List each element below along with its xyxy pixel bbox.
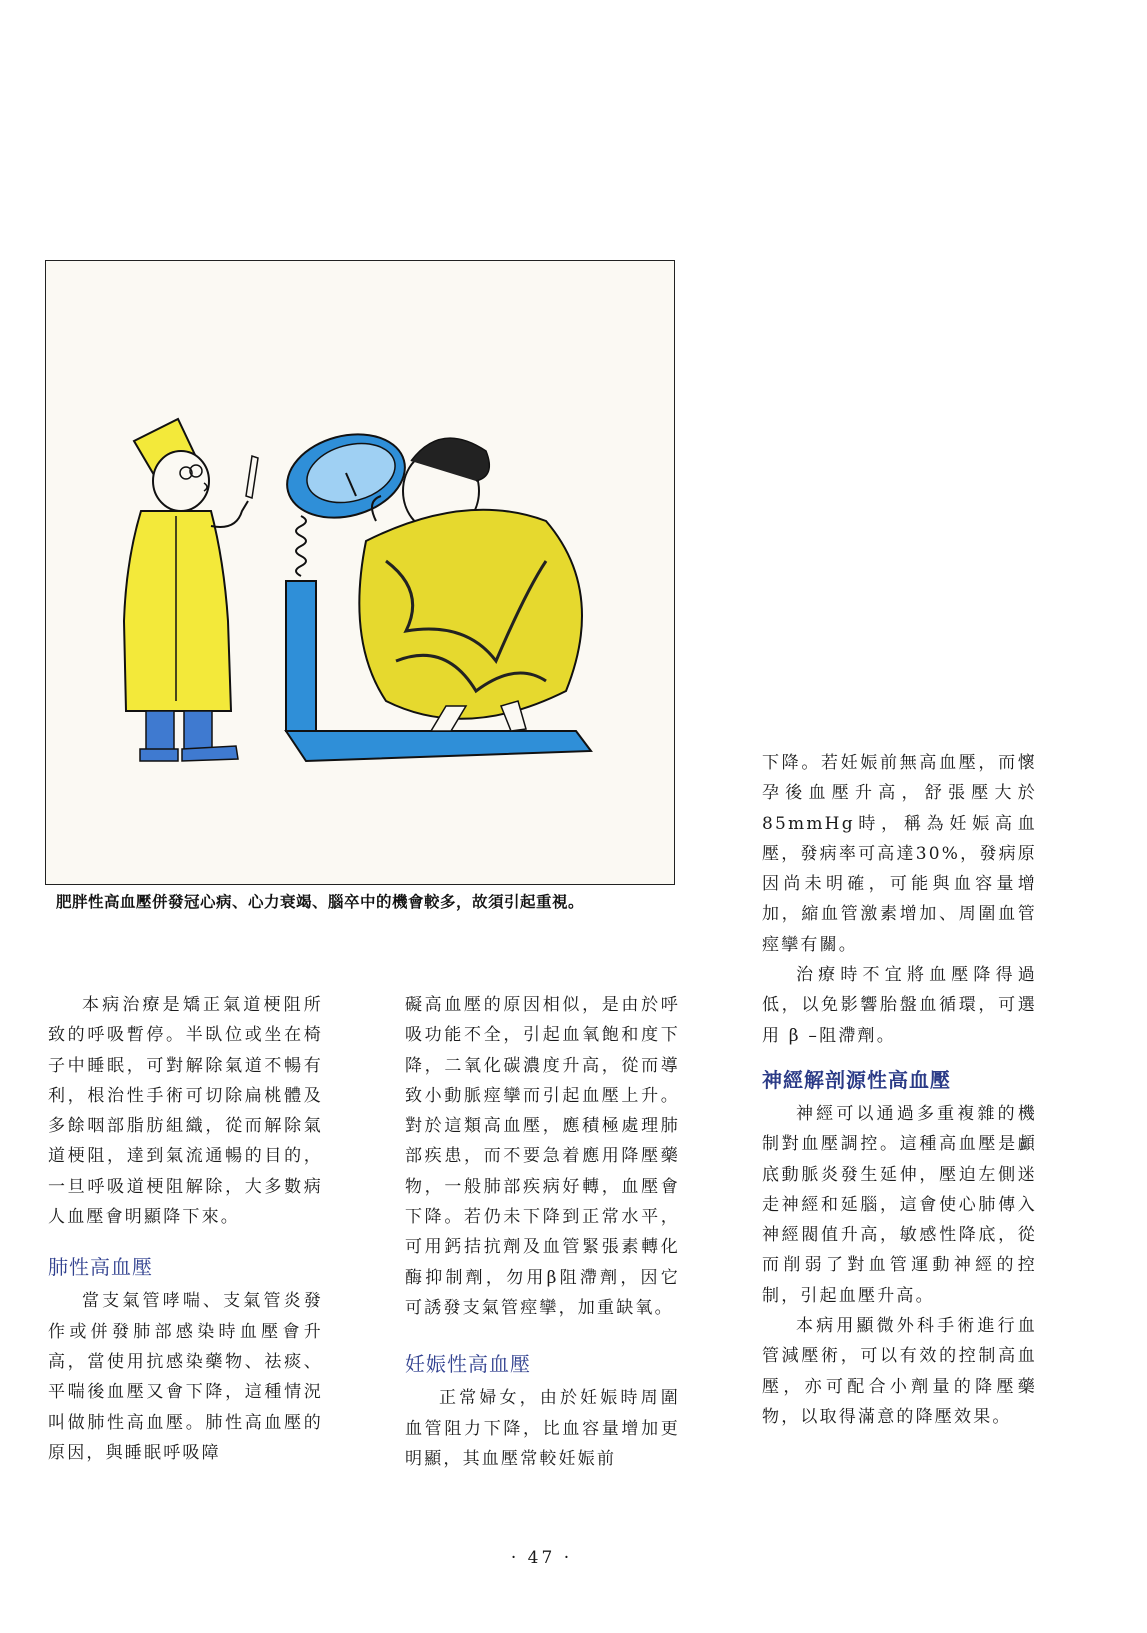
doctor-figure [124,419,258,761]
paragraph: 本病治療是矯正氣道梗阻所致的呼吸暫停。半臥位或坐在椅子中睡眠，可對解除氣道不暢有利，根治性手術可切除扁桃體及多餘咽部脂肪組織，從而解除氣道梗阻，達到氣流通暢的目的，一旦呼吸道梗阻解除，大多數病人血壓會明顯降下來。 [48,995,323,1228]
paragraph: 下降。若妊娠前無高血壓，而懷孕後血壓升高，舒張壓大於85mmHg時，稱為妊娠高血壓，發病率可高達30%，發病原因尚未明確，可能與血容量增加，縮血管激素增加、周圍血管痙攣有關。 [762,753,1037,955]
section-heading-neuroanatomical-hypertension: 神經解剖源性高血壓 [762,1067,951,1092]
paragraph: 礙高血壓的原因相似，是由於呼吸功能不全，引起血氧飽和度下降，二氧化碳濃度升高，從而導致小動脈痙攣而引起血壓上升。對於這類高血壓，應積極處理肺部疾患，而不要急着應用降壓藥物，一般肺部疾病好轉，血壓會下降。若仍未下降到正常水平，可用鈣拮抗劑及血管緊張素轉化酶抑制劑，勿用β阻滯劑，因它可誘發支氣管痙攣，加重缺氧。 [405,995,680,1318]
text-column-3 [762,748,1037,1432]
text-column-2 [405,990,680,1474]
section-heading-pulmonary-hypertension: 肺性高血壓 [48,1255,153,1280]
paragraph: 治療時不宜將血壓降得過低，以免影響胎盤血循環，可選用 β –阻滯劑。 [762,965,1037,1046]
cartoon-drawing [46,261,673,883]
paragraph: 當支氣管哮喘、支氣管炎發作或併發肺部感染時血壓會升高，當使用抗感染藥物、祛痰、平喘後血壓又會下降，這種情況叫做肺性高血壓。肺性高血壓的原因，與睡眠呼吸障 [48,1291,323,1463]
text-column-1 [48,990,323,1468]
paragraph: 正常婦女，由於妊娠時周圍血管阻力下降，比血容量增加更明顯，其血壓常較妊娠前 [405,1388,680,1469]
figure-caption: 肥胖性高血壓併發冠心病、心力衰竭、腦卒中的機會較多，故須引起重視。 [56,893,585,911]
section-heading-pregnancy-hypertension: 妊娠性高血壓 [405,1352,531,1377]
page-number: · 47 · [510,1548,573,1568]
paragraph: 本病用顯微外科手術進行血管減壓術，可以有效的控制高血壓，亦可配合小劑量的降壓藥物，以取得滿意的降壓效果。 [762,1316,1037,1427]
paragraph: 神經可以通過多重複雜的機制對血壓調控。這種高血壓是顱底動脈炎發生延伸，壓迫左側迷走神經和延腦，這會使心肺傳入神經閥值升高，敏感性降底，從而削弱了對血管運動神經的控制，引起血壓升高。 [762,1103,1037,1306]
cartoon-illustration [45,260,675,885]
